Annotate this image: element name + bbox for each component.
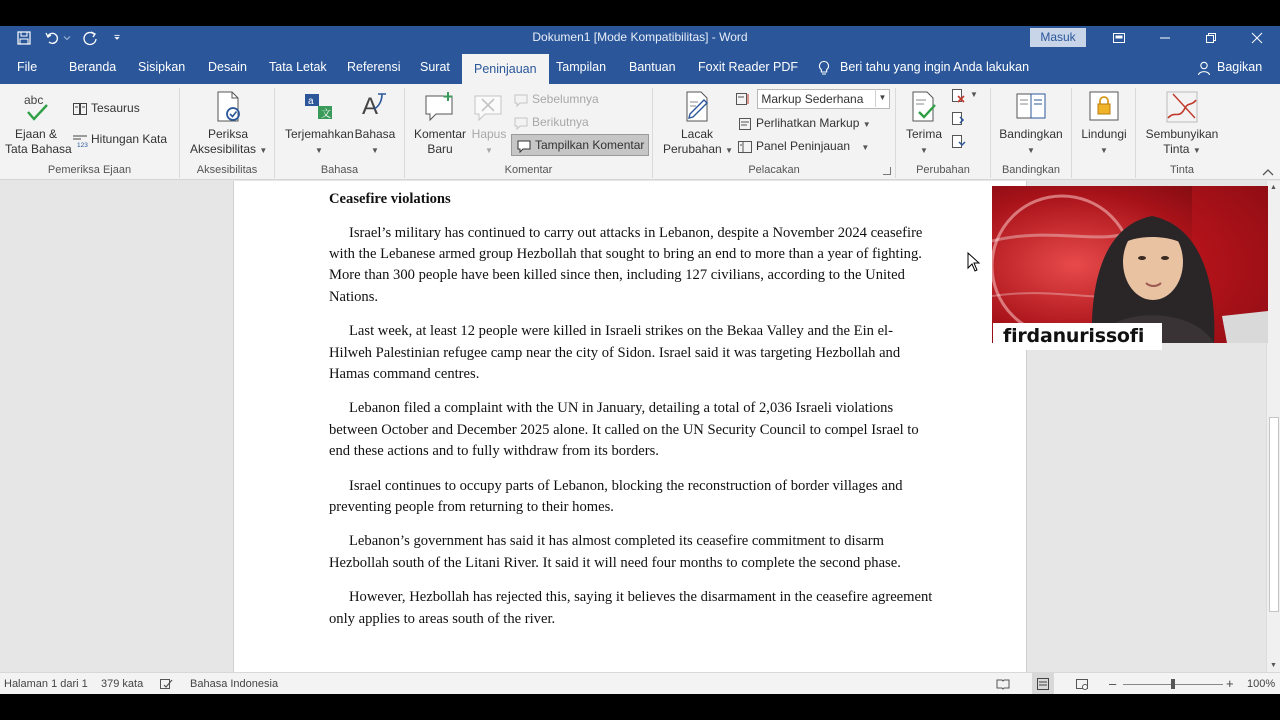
- translate-icon: [302, 90, 336, 124]
- tab-desain[interactable]: Desain: [208, 60, 247, 74]
- paragraph: Israel’s military has continued to carry out attacks in Lebanon, despite a November 2024 ceasefire with the Lebanese armed group Hezbollah that sought to bring an end to more than a year of fighting. More than 300 people have been killed since then, including 127 civilians, according to the United Nations.: [329, 225, 923, 305]
- web-layout-icon[interactable]: [1075, 673, 1091, 694]
- paragraph: Lebanon’s government has said it has almost completed its ceasefire commitment to disarm Hezbollah south of the Litani River. It said it will need four months to complete the second phase.: [329, 533, 901, 571]
- chevron-down-icon: ▼: [920, 146, 928, 155]
- word-count-label: Hitungan Kata: [91, 132, 168, 146]
- page-count[interactable]: Halaman 1 dari 1: [4, 678, 88, 690]
- zoom-slider-thumb[interactable]: [1171, 679, 1175, 689]
- lightbulb-icon: [816, 60, 832, 76]
- zoom-in-icon[interactable]: +: [1226, 676, 1234, 691]
- spelling-grammar-button[interactable]: [5, 90, 72, 157]
- person-icon: [1197, 60, 1213, 76]
- previous-comment-button[interactable]: [513, 89, 599, 109]
- webcam-video: [992, 186, 1268, 343]
- zoom-level[interactable]: 100%: [1247, 678, 1276, 690]
- check-accessibility-button[interactable]: [190, 90, 266, 158]
- tab-surat[interactable]: Surat: [420, 60, 450, 74]
- delete-comment-label: Hapus: [471, 127, 507, 141]
- svg-text:文: 文: [321, 109, 331, 120]
- chevron-down-icon: ▼: [371, 146, 379, 155]
- tab-bantuan[interactable]: Bantuan: [629, 60, 676, 74]
- paragraph: Last week, at least 12 people were killed in Israeli strikes on the Bekaa Valley and the Ein el-Hilweh Palestinian refugee camp near the city of Sidon. Israel said it was targeting Hezbollah and Hamas command centres.: [329, 323, 901, 382]
- status-bar: [0, 672, 1280, 694]
- group-accessibility: [180, 88, 275, 178]
- show-markup-button[interactable]: [737, 113, 871, 133]
- document-page[interactable]: [233, 181, 1027, 672]
- reject-change-icon[interactable]: [950, 88, 966, 106]
- markup-view-icon: [735, 91, 751, 107]
- spelling-label-2: Tata Bahasa: [5, 142, 72, 156]
- tell-me-search[interactable]: [816, 50, 1029, 84]
- protect-button[interactable]: [1076, 90, 1132, 158]
- tracking-group-label: Pelacakan: [748, 164, 800, 176]
- chevron-down-icon: ▼: [862, 120, 871, 129]
- tab-foxit-reader-pdf[interactable]: Foxit Reader PDF: [698, 60, 799, 74]
- spelling-check-icon: [19, 90, 53, 124]
- dialog-launcher-icon[interactable]: [883, 167, 891, 175]
- protect-label: Lindungi: [1081, 127, 1127, 141]
- chevron-down-icon: ▼: [1192, 146, 1201, 155]
- hide-ink-icon: [1165, 90, 1199, 124]
- chevron-down-icon: ▼: [1100, 146, 1108, 155]
- show-markup-label: Perlihatkan Markup: [756, 116, 860, 130]
- show-markup-icon: [737, 116, 753, 132]
- share-button[interactable]: [1197, 50, 1262, 84]
- comment-icon: [516, 138, 532, 154]
- tell-me-label: Beri tahu yang ingin Anda lakukan: [840, 60, 1030, 74]
- chevron-down-icon[interactable]: ▼: [970, 90, 978, 99]
- chevron-down-icon: ▼: [1027, 146, 1035, 155]
- collapse-ribbon-icon[interactable]: [1262, 167, 1274, 177]
- hide-ink-label-2: Tinta: [1163, 142, 1190, 156]
- zoom-out-icon[interactable]: –: [1109, 676, 1117, 691]
- accessibility-check-icon: [211, 90, 245, 124]
- hide-ink-button[interactable]: [1144, 90, 1220, 158]
- translate-label: Terjemahkan: [285, 127, 354, 141]
- tab-sisipkan[interactable]: Sisipkan: [138, 60, 186, 74]
- webcam-overlay: [992, 186, 1268, 343]
- customize-toolbar-icon[interactable]: [110, 28, 124, 48]
- language-icon: [358, 90, 392, 124]
- next-comment-label: Berikutnya: [532, 115, 589, 129]
- previous-comment-icon: [513, 92, 529, 108]
- new-comment-label-2: Baru: [427, 142, 453, 156]
- undo-icon[interactable]: [41, 28, 63, 48]
- title-bar: [0, 26, 1280, 50]
- svg-text:abc: abc: [24, 93, 44, 107]
- delete-comment-button[interactable]: [470, 90, 508, 158]
- group-compare: [991, 88, 1072, 178]
- next-comment-button[interactable]: [513, 112, 589, 132]
- close-icon[interactable]: [1242, 28, 1272, 48]
- spelling-label-1: Ejaan &: [14, 127, 58, 141]
- show-comments-button[interactable]: [511, 134, 649, 156]
- ribbon-review: [0, 84, 1280, 180]
- delete-comment-icon: [472, 90, 506, 124]
- markup-view-select[interactable]: [735, 88, 890, 108]
- group-protect: [1072, 88, 1136, 178]
- thesaurus-label: Tesaurus: [91, 101, 140, 115]
- accessibility-group-label: Aksesibilitas: [196, 164, 258, 176]
- translate-button[interactable]: [285, 90, 353, 158]
- scrollbar-thumb[interactable]: [1269, 417, 1279, 612]
- track-changes-label-2: Perubahan: [663, 142, 722, 156]
- word-count-icon: [72, 132, 88, 148]
- chevron-down-icon: ▼: [861, 143, 870, 152]
- new-comment-icon: [423, 90, 457, 124]
- word-window: [0, 26, 1280, 694]
- paragraph: Lebanon filed a complaint with the UN in January, detailing a total of 2,036 Israeli violations between October and December 2025 alone. It called on the UN Security Council to compel Israel to end these actions and to fully withdraw from its borders.: [329, 400, 919, 459]
- minimize-icon[interactable]: [1150, 28, 1180, 48]
- svg-text:A: A: [362, 93, 379, 120]
- review-pane-icon: [737, 139, 753, 155]
- accept-change-icon: [907, 90, 941, 124]
- svg-text:a: a: [308, 96, 314, 107]
- language-group-label: Bahasa: [320, 164, 359, 176]
- next-comment-icon: [513, 115, 529, 131]
- markup-select-value: Markup Sederhana: [757, 89, 890, 109]
- scroll-up-icon[interactable]: ▲: [1270, 184, 1277, 191]
- hide-ink-label-1: Sembunyikan: [1145, 127, 1219, 141]
- tab-tata-letak[interactable]: Tata Letak: [269, 60, 327, 74]
- accessibility-label-1: Periksa: [207, 127, 248, 141]
- compare-button[interactable]: [995, 90, 1067, 158]
- language-button[interactable]: [353, 90, 397, 158]
- new-comment-button[interactable]: [410, 90, 470, 157]
- lock-icon: [1087, 90, 1121, 124]
- tab-beranda[interactable]: Beranda: [69, 60, 117, 74]
- chevron-down-icon: ▼: [725, 146, 733, 155]
- track-changes-label-1: Lacak: [680, 127, 714, 141]
- dropdown-arrow-icon: ▼: [875, 89, 889, 107]
- document-body[interactable]: [329, 189, 935, 643]
- undo-dropdown-icon[interactable]: [61, 28, 73, 48]
- previous-change-icon[interactable]: [950, 111, 966, 129]
- compare-group-label: Bandingkan: [1001, 164, 1061, 176]
- document-heading: Ceasefire violations: [329, 191, 451, 207]
- accept-button[interactable]: [902, 90, 946, 158]
- previous-comment-label: Sebelumnya: [532, 92, 599, 106]
- group-changes: [896, 88, 991, 178]
- vertical-scrollbar[interactable]: [1266, 181, 1280, 672]
- webcam-name-label: firdanurissofi: [993, 323, 1162, 350]
- group-comments: [405, 88, 653, 178]
- redo-icon[interactable]: [80, 28, 102, 48]
- tab-tampilan[interactable]: Tampilan: [556, 60, 607, 74]
- proofing-status-icon[interactable]: [159, 673, 175, 694]
- compare-icon: [1014, 90, 1048, 124]
- group-tracking: [653, 88, 896, 178]
- zoom-slider[interactable]: [1123, 673, 1223, 694]
- read-mode-icon[interactable]: [996, 673, 1012, 694]
- changes-group-label: Perubahan: [916, 164, 970, 176]
- share-label: Bagikan: [1217, 60, 1263, 74]
- paragraph: However, Hezbollah has rejected this, saying it believes the disarmament in the ceasefire agreement only applies to areas south of the river.: [329, 589, 933, 627]
- new-comment-label-1: Komentar: [413, 127, 467, 141]
- group-ink: [1136, 88, 1228, 178]
- language-status[interactable]: Bahasa Indonesia: [190, 678, 279, 690]
- svg-text:123: 123: [77, 141, 88, 148]
- scroll-down-icon[interactable]: ▼: [1270, 662, 1277, 669]
- book-icon: [72, 101, 88, 117]
- ribbon-tabs: [0, 50, 1280, 84]
- review-pane-button[interactable]: [737, 136, 869, 156]
- sign-in-button[interactable]: Masuk: [1030, 28, 1086, 47]
- chevron-down-icon: ▼: [259, 146, 268, 155]
- ink-group-label: Tinta: [1169, 164, 1195, 176]
- tab-peninjauan[interactable]: Peninjauan: [462, 54, 549, 84]
- group-language: [275, 88, 405, 178]
- accept-label: Terima: [905, 127, 942, 141]
- document-title: Dokumen1 [Mode Kompatibilitas] - Word: [532, 30, 748, 44]
- paragraph: Israel continues to occupy parts of Lebanon, blocking the reconstruction of border villages and preventing people from returning to their homes.: [329, 477, 903, 515]
- word-count-button[interactable]: [72, 129, 167, 149]
- thesaurus-button[interactable]: [72, 98, 140, 118]
- chevron-down-icon: ▼: [485, 146, 493, 155]
- tab-referensi[interactable]: Referensi: [347, 60, 401, 74]
- show-comments-label: Tampilkan Komentar: [535, 138, 645, 152]
- language-label: Bahasa: [354, 127, 396, 141]
- group-proofing: [0, 88, 180, 178]
- track-changes-button[interactable]: [663, 90, 731, 158]
- comments-group-label: Komentar: [504, 164, 553, 176]
- tab-file[interactable]: File: [17, 60, 38, 74]
- restore-icon[interactable]: [1196, 28, 1226, 48]
- next-change-icon[interactable]: [950, 134, 966, 152]
- review-pane-label: Panel Peninjauan: [756, 139, 851, 153]
- mouse-cursor-icon: [967, 252, 981, 272]
- word-count[interactable]: 379 kata: [101, 678, 144, 690]
- save-icon[interactable]: [13, 28, 35, 48]
- ribbon-display-options-icon[interactable]: [1104, 28, 1134, 48]
- chevron-down-icon: ▼: [315, 146, 323, 155]
- compare-label: Bandingkan: [999, 127, 1063, 141]
- accessibility-label-2: Aksesibilitas: [190, 142, 257, 156]
- print-layout-icon[interactable]: [1032, 673, 1054, 694]
- proofing-group-label: Pemeriksa Ejaan: [47, 164, 132, 176]
- track-changes-icon: [680, 90, 714, 124]
